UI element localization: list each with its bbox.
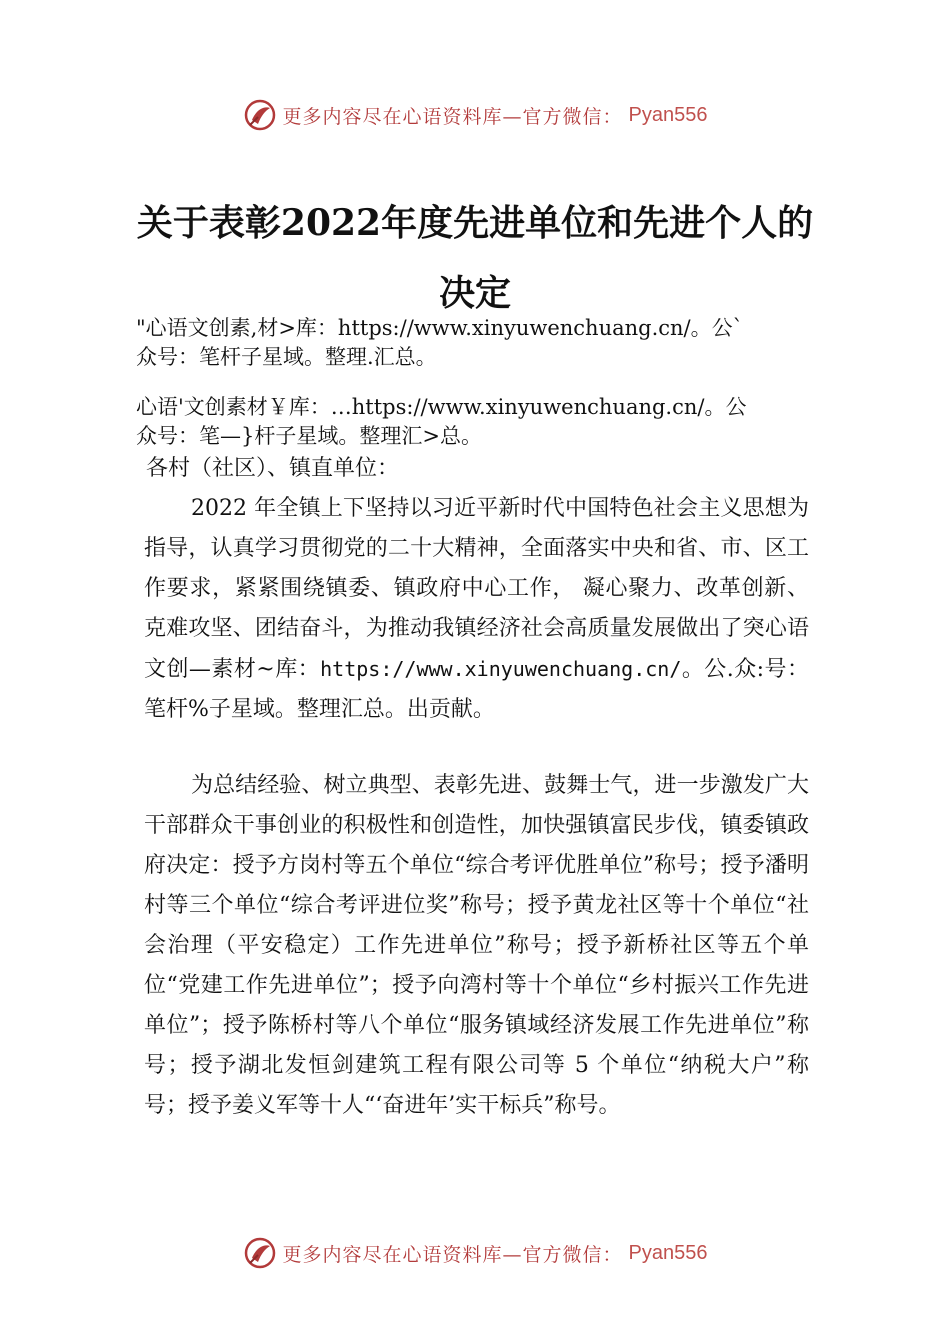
library-logo-icon [243, 1236, 277, 1270]
banner-wechat-id: Pyan556 [628, 103, 708, 126]
banner-text: 更多内容尽在心语资料库—官方微信： [282, 1243, 623, 1266]
paragraph-1-url: https://www.xinyuwenchuang.cn/ [320, 657, 682, 681]
paragraph-1-tail: 。公.众:号：笔杆%子星域。整理汇总。出贡献。 [144, 657, 810, 722]
document-title-line-2: 决定 [438, 272, 511, 314]
paragraph-1-text: 2022 年全镇上下坚持以习近平新时代中国特色社会主义思想为指导，认真学习贯彻党的二十大精神，全面落实中央和省、市、区工作要求，紧紧围绕镇委、镇政府中心工作， 凝心聚力、改革创新、克难攻坚、团结奋斗，为推动我镇经济社会高质量发展做出了突心语文创—素材~库： [144, 496, 809, 682]
source-note-1: "心语文创素,材>库：https://www.xinyuwenchuang.cn/。公` 众号：笔杆子星域。整理.汇总。 [136, 316, 744, 369]
paragraph-2: 为总结经验、树立典型、表彰先进、鼓舞士气，进一步激发广大干部群众干事创业的积极性和创造性，加快强镇富民步伐，镇委镇政府决定：授予方岗村等五个单位“综合考评优胜单位”称号；授予潘明村等三个单位“综合考评进位奖”称号；授予黄龙社区等十个单位“社会治理（平安稳定）工作先进单位”称号；授予新桥社区等五个单位“党建工作先进单位”；授予向湾村等十个单位“乡村振兴工作先进单位”；授予陈桥村等八个单位“服务镇域经济发展工作先进单位”称号；授予湖北发恒剑建筑工程有限公司等 5 个单位“纳税大户”称号；授予姜义军等十人“‘奋进年’实干标兵”称号。 [144, 773, 809, 1118]
banner-wechat-id: Pyan556 [628, 1241, 708, 1264]
banner-text: 更多内容尽在心语资料库—官方微信： [282, 105, 623, 128]
paragraph-1 [144, 489, 809, 730]
footer-banner [0, 1233, 950, 1273]
library-logo-icon [243, 98, 277, 132]
source-note-2: 心语'文创素材￥库：…https://www.xinyuwenchuang.cn/。公 众号：笔—}杆子星域。整理汇>总。 [136, 395, 747, 448]
salutation: 各村（社区）、镇直单位： [146, 456, 400, 481]
header-banner [0, 95, 950, 135]
document-title-line-1: 关于表彰2022年度先进单位和先进个人的 [136, 202, 814, 244]
